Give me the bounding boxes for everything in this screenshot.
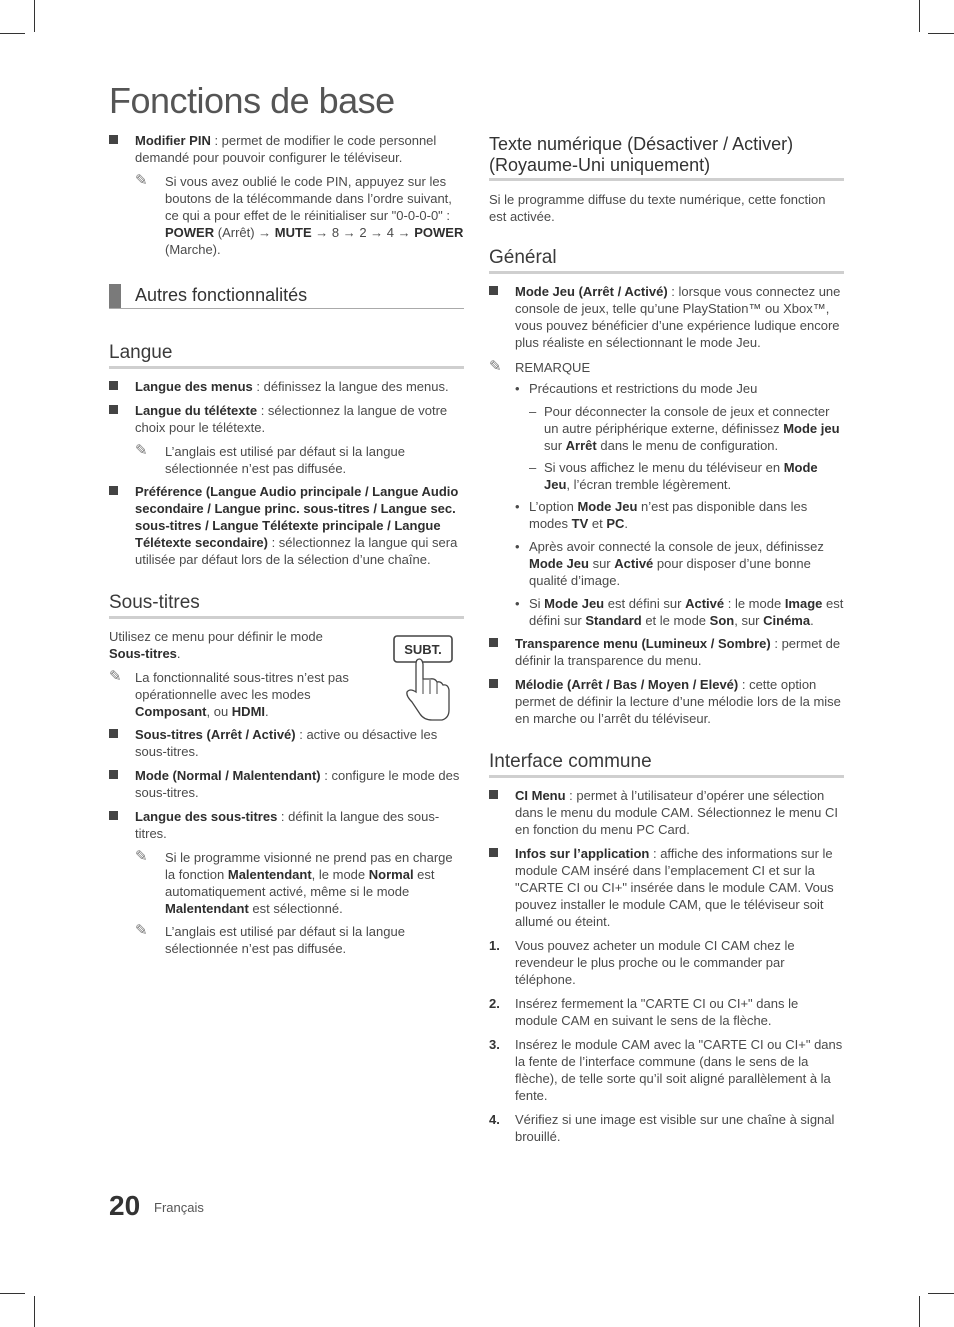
note-text: L’anglais est utilisé par défaut si la langue sélectionnée n’est pas diffusée. bbox=[165, 444, 405, 476]
text: Si vous affichez le menu du téléviseur en bbox=[544, 460, 784, 475]
dot-bullet-icon: • bbox=[515, 596, 520, 611]
term: Transparence menu (Lumineux / Sombre) bbox=[515, 636, 771, 651]
list-item-modifier-pin bbox=[109, 132, 464, 166]
footer-language: Français bbox=[154, 1200, 204, 1215]
term: CI Menu bbox=[515, 788, 566, 803]
note-text: La fonctionnalité sous-titres n’est pas opérationnelle avec les modes bbox=[135, 670, 349, 702]
term: Mode (Normal / Malentendant) bbox=[135, 768, 321, 783]
step-number: 1. bbox=[489, 938, 500, 953]
term: Mode jeu bbox=[783, 421, 840, 436]
text: est défini sur bbox=[604, 596, 686, 611]
note-text: , le mode bbox=[311, 867, 369, 882]
step-number: 2. bbox=[489, 996, 500, 1011]
description: : permet à l’utilisateur d’opérer une sélection dans le menu du module CAM. Sélectionnez le menu CI en fonction du menu PC Card. bbox=[515, 788, 839, 837]
description: : permet de définir la transparence du menu. bbox=[515, 636, 841, 668]
term: Mode Jeu bbox=[529, 556, 589, 571]
square-bullet-icon bbox=[109, 381, 118, 390]
term: Son bbox=[709, 613, 735, 628]
square-bullet-icon bbox=[489, 679, 498, 688]
step-text: Vérifiez si une image est visible sur une chaîne à signal brouillé. bbox=[515, 1112, 835, 1144]
text: , sur bbox=[734, 613, 764, 628]
subsection-heading-texte-numerique: Texte numérique (Désactiver / Activer) (Royaume-Uni uniquement) bbox=[489, 134, 844, 181]
list-item-melodie bbox=[489, 676, 844, 727]
text: . bbox=[624, 516, 629, 531]
term: Mode Jeu bbox=[544, 460, 818, 492]
subtitles-intro bbox=[109, 628, 464, 720]
numbered-step bbox=[489, 1036, 844, 1104]
note-text: (Arrêt) → bbox=[214, 225, 275, 240]
text: dans le menu de configuration. bbox=[596, 438, 779, 453]
subsection-heading-interface-commune: Interface commune bbox=[489, 751, 844, 778]
term: Modifier PIN bbox=[135, 133, 211, 148]
text: est défini sur bbox=[529, 596, 844, 628]
step-text: Insérez fermement la "CARTE CI ou CI+" dans le module CAM en suivant le sens de la flèche. bbox=[515, 996, 799, 1028]
note-text: est sélectionné. bbox=[248, 901, 343, 916]
term: Activé bbox=[685, 596, 725, 611]
text: , l’écran tremble légèrement. bbox=[566, 477, 732, 492]
note-text: . bbox=[265, 704, 269, 719]
list-item-infos-application bbox=[489, 845, 844, 930]
paragraph: Si le programme diffuse du texte numérique, cette fonction est activée. bbox=[489, 192, 826, 224]
square-bullet-icon bbox=[109, 135, 118, 144]
text: : le mode bbox=[724, 596, 785, 611]
list-item-langue-sous-titres bbox=[109, 808, 464, 842]
left-column bbox=[109, 132, 464, 963]
list-item bbox=[489, 538, 844, 589]
square-bullet-icon bbox=[109, 811, 118, 820]
note-pencil-icon: ✎ bbox=[135, 172, 148, 189]
note-text: est automatiquement activé, même si le mode bbox=[165, 867, 435, 899]
page-number: 20 bbox=[109, 1190, 141, 1221]
term: MUTE bbox=[274, 225, 312, 240]
right-column bbox=[489, 132, 844, 1152]
text: Après avoir connecté la console de jeux, définissez bbox=[529, 539, 824, 554]
section-heading-autres bbox=[109, 284, 464, 309]
term: TV bbox=[571, 516, 589, 531]
note-pencil-icon: ✎ bbox=[489, 358, 502, 375]
term: Normal bbox=[368, 867, 414, 882]
list-item-mode bbox=[109, 767, 464, 801]
text: Précautions et restrictions du mode Jeu bbox=[529, 381, 758, 396]
crop-mark bbox=[0, 1293, 25, 1294]
note-text: → 8 → 2 → 4 → bbox=[311, 225, 415, 240]
text: Pour déconnecter la console de jeux et connecter un autre périphérique externe, définissez bbox=[544, 404, 830, 436]
subsection-heading-sous-titres: Sous-titres bbox=[109, 592, 464, 619]
list-item-transparence bbox=[489, 635, 844, 669]
term: Mode Jeu (Arrêt / Activé) bbox=[515, 284, 668, 299]
square-bullet-icon bbox=[109, 486, 118, 495]
text: . bbox=[176, 646, 181, 661]
section-bar bbox=[109, 284, 121, 308]
list-item bbox=[489, 380, 844, 397]
crop-mark bbox=[928, 1293, 954, 1294]
remote-subt-button-hand-icon bbox=[392, 634, 456, 724]
term: Standard bbox=[585, 613, 642, 628]
text: n’est pas disponible dans les modes bbox=[529, 499, 808, 531]
description: : définit la langue des sous-titres. bbox=[135, 809, 440, 841]
term: HDMI bbox=[231, 704, 266, 719]
square-bullet-icon bbox=[489, 848, 498, 857]
dot-bullet-icon: • bbox=[515, 539, 520, 554]
paragraph bbox=[109, 628, 349, 662]
description: : active ou désactive les sous-titres. bbox=[135, 727, 438, 759]
term: Infos sur l’application bbox=[515, 846, 650, 861]
term: Mode Jeu bbox=[577, 499, 638, 514]
term: Préférence (Langue Audio principale / Langue Audio secondaire / Langue princ. sous-titres / Langue sec. sous-titres / Langue Télétexte principale / Langue Télétexte secondaire) bbox=[135, 484, 459, 550]
note bbox=[135, 443, 464, 477]
note bbox=[109, 669, 349, 720]
remarque-label: REMARQUE bbox=[515, 360, 591, 375]
text: Utilisez ce menu pour définir le mode bbox=[109, 629, 323, 644]
description: : sélectionnez la langue qui sera utilisée par défaut lors de la sélection d’une chaîne. bbox=[135, 535, 458, 567]
description: : permet de modifier le code personnel demandé pour pouvoir configurer le téléviseur. bbox=[135, 133, 437, 165]
square-bullet-icon bbox=[489, 638, 498, 647]
list-item-mode-jeu bbox=[489, 283, 844, 351]
term: Image bbox=[784, 596, 823, 611]
description: : sélectionnez la langue de votre choix pour le télétexte. bbox=[135, 403, 448, 435]
list-item bbox=[489, 595, 844, 629]
step-text: Vous pouvez acheter un module CI CAM chez le revendeur le plus proche ou le commander par téléphone. bbox=[515, 938, 795, 987]
note-text: Si vous avez oublié le code PIN, appuyez sur les boutons de la télécommande dans l’ordre suivant, ce qui a pour effet de le réinitialiser sur "0-0-0-0" : bbox=[165, 174, 452, 223]
term: Mode Jeu bbox=[544, 596, 605, 611]
square-bullet-icon bbox=[109, 405, 118, 414]
note-pencil-icon: ✎ bbox=[109, 668, 122, 685]
term: Arrêt bbox=[565, 438, 597, 453]
page-title: Fonctions de base bbox=[109, 80, 395, 121]
note-text: (Marche). bbox=[165, 242, 221, 257]
term: Sous-titres bbox=[109, 646, 177, 661]
subsection-heading-langue: Langue bbox=[109, 342, 464, 369]
list-item-preference bbox=[109, 483, 464, 568]
note-text: , ou bbox=[206, 704, 232, 719]
note-pencil-icon: ✎ bbox=[135, 922, 148, 939]
note-text: L’anglais est utilisé par défaut si la langue sélectionnée n’est pas diffusée. bbox=[165, 924, 405, 956]
step-text: Insérez le module CAM avec la "CARTE CI ou CI+" dans la fente de l’interface commune (dans le sens de la flèche), de telle sorte qu’il soit aligné parallèlement à la fente. bbox=[515, 1037, 843, 1103]
term: Malentendant bbox=[227, 867, 312, 882]
term: Activé bbox=[614, 556, 654, 571]
crop-mark bbox=[919, 0, 920, 32]
term: Sous-titres (Arrêt / Activé) bbox=[135, 727, 296, 742]
step-number: 3. bbox=[489, 1037, 500, 1052]
subsection-heading-general: Général bbox=[489, 247, 844, 274]
dot-bullet-icon: • bbox=[515, 499, 520, 514]
list-item-ci-menu bbox=[489, 787, 844, 838]
dash-bullet-icon: – bbox=[529, 460, 537, 475]
term: Langue des menus bbox=[135, 379, 253, 394]
list-item bbox=[489, 403, 844, 454]
term: POWER bbox=[165, 225, 215, 240]
term: Langue du télétexte bbox=[135, 403, 258, 418]
list-item-langue-teletexte bbox=[109, 402, 464, 436]
dot-bullet-icon: • bbox=[515, 381, 520, 396]
crop-mark bbox=[0, 33, 25, 34]
square-bullet-icon bbox=[489, 790, 498, 799]
term: Malentendant bbox=[165, 901, 249, 916]
text: Si bbox=[529, 596, 545, 611]
remarque-note bbox=[489, 359, 844, 376]
note bbox=[135, 923, 464, 957]
crop-mark bbox=[34, 1296, 35, 1327]
crop-mark bbox=[928, 33, 954, 34]
dash-bullet-icon: – bbox=[529, 404, 537, 419]
crop-mark bbox=[919, 1296, 920, 1327]
step-number: 4. bbox=[489, 1112, 500, 1127]
heading-text: Autres fonctionnalités bbox=[135, 285, 308, 305]
list-item-langue-menus bbox=[109, 378, 464, 395]
note-text: Si le programme visionné ne prend pas en charge la fonction bbox=[165, 850, 453, 882]
description: : configure le mode des sous-titres. bbox=[135, 768, 460, 800]
description: : cette option permet de définir la lecture d’une mélodie lors de la mise en marche ou l’arrêt du téléviseur. bbox=[515, 677, 841, 726]
description: : lorsque vous connectez une console de jeux, telle qu’une PlayStation™ ou Xbox™, vous pouvez bénéficier d’une expérience ludique encore plus réaliste en sélectionnant le mode Jeu. bbox=[515, 284, 841, 350]
numbered-step bbox=[489, 1111, 844, 1145]
note bbox=[135, 173, 464, 258]
note-pencil-icon: ✎ bbox=[135, 848, 148, 865]
text: pour disposer d’une bonne qualité d’image. bbox=[529, 556, 811, 588]
term: Cinéma bbox=[763, 613, 811, 628]
description: : affiche des informations sur le module CAM inséré dans l’emplacement CI et sur la "CARTE CI ou CI+" insérée dans le module CAM. Vous pouvez installer le module CAM, que le téléviseur soit allumé ou éteint. bbox=[515, 846, 834, 929]
note bbox=[135, 849, 464, 917]
term: Langue des sous-titres bbox=[135, 809, 278, 824]
subtitles-intro-text bbox=[109, 628, 349, 720]
text: . bbox=[810, 613, 814, 628]
term: Composant bbox=[135, 704, 207, 719]
text: sur bbox=[588, 556, 615, 571]
text: sur bbox=[544, 438, 566, 453]
term: Mélodie (Arrêt / Bas / Moyen / Elevé) bbox=[515, 677, 739, 692]
numbered-step bbox=[489, 995, 844, 1029]
text: et le mode bbox=[641, 613, 710, 628]
text: L’option bbox=[529, 499, 578, 514]
list-item-sous-titres-onoff bbox=[109, 726, 464, 760]
list-item bbox=[489, 459, 844, 493]
term: PC bbox=[606, 516, 625, 531]
text: et bbox=[588, 516, 607, 531]
crop-mark bbox=[34, 0, 35, 32]
square-bullet-icon bbox=[489, 286, 498, 295]
list-item bbox=[489, 498, 844, 532]
description: : définissez la langue des menus. bbox=[252, 379, 449, 394]
square-bullet-icon bbox=[109, 770, 118, 779]
term: POWER bbox=[414, 225, 464, 240]
note-pencil-icon: ✎ bbox=[135, 442, 148, 459]
square-bullet-icon bbox=[109, 729, 118, 738]
subt-button-label: SUBT. bbox=[404, 642, 442, 657]
numbered-step bbox=[489, 937, 844, 988]
